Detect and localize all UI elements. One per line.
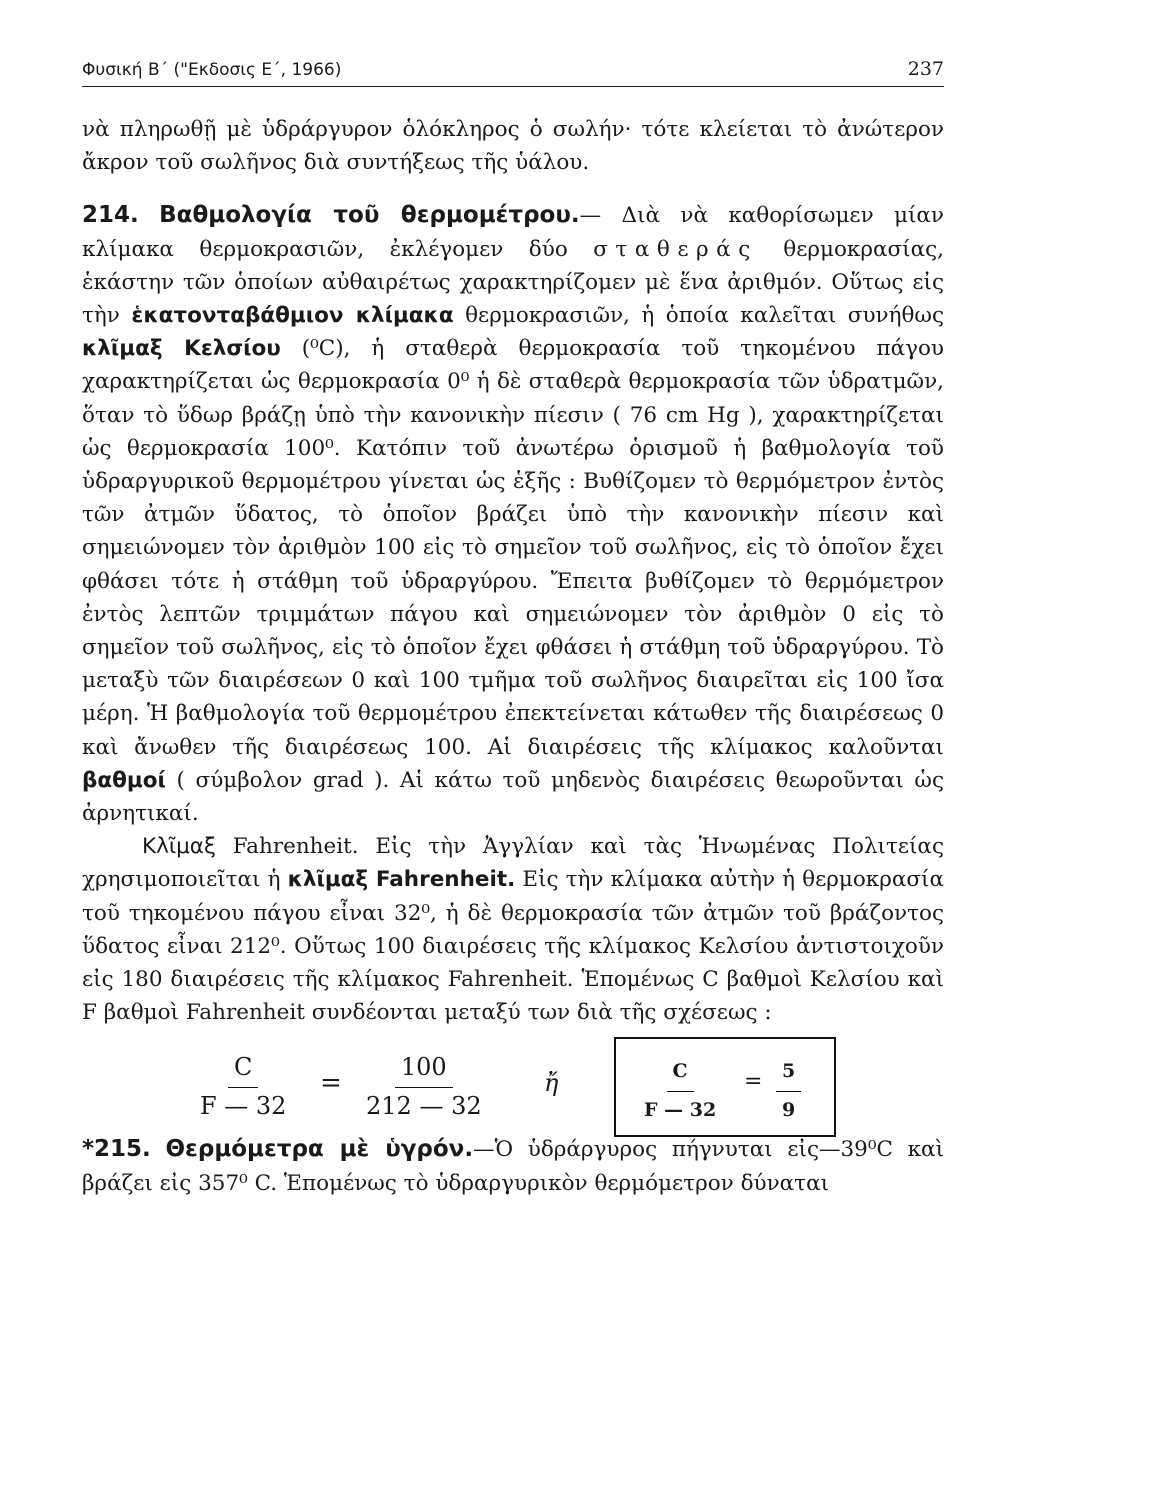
fahrenheit-paragraph: Κλῖμαξ Fahrenheit. Εἰς τὴν Ἀγγλίαν καὶ τὰς Ἡνωμένας Πολιτείας χρησιμοποιεῖται ἡ κλῖμαξ Fahrenheit. Εἰς τὴν κλίμακα αὐτὴν ἡ θερμοκρασία τοῦ τηκομένου πάγου εἶναι 32⁰, ἡ δὲ θερμοκρασία τῶν ἀτμῶν τοῦ βράζοντος ὕδατος εἶναι 212⁰. Οὕτως 100 διαιρέσεις τῆς κλίμακος Κελσίου ἀντιστοιχοῦν εἰς 180 διαιρέσεις τῆς κλίμακος Fahrenheit. Ἑπομένως C βαθμοὶ Κελσίου καὶ F βαθμοὶ Fahrenheit συνδέονται μεταξύ των διὰ τῆς σχέσεως : — [82, 834, 944, 1026]
section-214-title: Βαθμολογία τοῦ θερμομέτρου. — [159, 202, 580, 229]
section-215-number: *215. — [82, 1136, 151, 1163]
section-215-title: Θερμόμετρα μὲ ὑγρόν. — [165, 1136, 474, 1163]
body-text — [82, 113, 944, 1200]
spaced-word: σταθεράς — [593, 236, 758, 262]
intro-paragraph: νὰ πληρωθῇ μὲ ὑδράργυρον ὁλόκληρος ὁ σωλήν· τότε κλείεται τὸ ἀνώτερον ἄκρον τοῦ σωλῆνος διὰ συντήξεως τῆς ὑάλου. — [82, 117, 944, 176]
page-number: 237 — [907, 58, 944, 80]
fraction-100-over-180: $\frac{100}{212 — 32}$ — [366, 1053, 482, 1120]
conversion-formula — [82, 1051, 944, 1133]
fahrenheit-term: κλῖμαξ Fahrenheit. — [287, 867, 516, 893]
or-word: ἤ — [544, 1069, 559, 1098]
page-header — [82, 58, 944, 87]
section-214-number: 214. — [82, 202, 139, 229]
running-title: Φυσική Β΄ ("Εκδοσις Ε΄, 1966) — [82, 60, 342, 80]
fahrenheit-lead: Κλῖμαξ — [142, 834, 216, 860]
fraction-c-over-f: $\frac{C}{F — 32}$ — [200, 1053, 287, 1120]
document-page — [82, 58, 944, 1200]
equals-sign: = — [320, 1068, 342, 1099]
degrees-term: βαθμοί — [82, 767, 166, 793]
boxed-formula — [614, 1037, 836, 1137]
section-214-paragraph: 214. Βαθμολογία τοῦ θερμομέτρου.— Διὰ νὰ καθορίσωμεν μίαν κλίμακα θερμοκρασιῶν, ἐκλέγομεν δύο σταθεράς θερμοκρασίας, ἑκάστην τῶν ὁποίων αὐθαιρέτως χαρακτηρίζομεν μὲ ἕνα ἀριθμόν. Οὕτως εἰς τὴν ἑκατονταβάθμιον κλίμακα θερμοκρασιῶν, ἡ ὁποία καλεῖται συνήθως κλῖμαξ Κελσίου (⁰C), ἡ σταθερὰ θερμοκρασία τοῦ τηκομένου πάγου χαρακτηρίζεται ὡς θερμοκρασία 0⁰ ἡ δὲ σταθερὰ θερμοκρασία τῶν ὑδρατμῶν, ὅταν τὸ ὕδωρ βράζῃ ὑπὸ τὴν κανονικὴν πίεσιν ( 76 cm Hg ), χαρακτηρίζεται ὡς θερμοκρασία 100⁰. Κατόπιν τοῦ ἀνωτέρω ὁρισμοῦ ἡ βαθμολογία τοῦ ὑδραργυρικοῦ θερμομέτρου γίνεται ὡς ἑξῆς : Βυθίζομεν τὸ θερμόμετρον ἐντὸς τῶν ἀτμῶν ὕδατος, τὸ ὁποῖον βράζει ὑπὸ τὴν κανονικὴν πίεσιν καὶ σημειώνομεν τὸν ἀριθμὸν 100 εἰς τὸ σημεῖον τοῦ σωλῆνος, εἰς τὸ ὁποῖον ἔχει φθάσει τότε ἡ στάθμη τοῦ ὑδραργύρου. Ἔπειτα βυθίζομεν τὸ θερμόμετρον ἐντὸς λεπτῶν τριμμάτων πάγου καὶ σημειώνομεν τὸν ἀριθμὸν 0 εἰς τὸ σημεῖον τοῦ σωλῆνος, εἰς τὸ ὁποῖον ἔχει φθάσει ἡ στάθμη τοῦ ὑδραργύρου. Τὸ μεταξὺ τῶν διαιρέσεων 0 καὶ 100 τμῆμα τοῦ σωλῆνος διαιρεῖται εἰς 100 ἴσα μέρη. Ἡ βαθμολογία τοῦ θερμομέτρου ἐπεκτείνεται κάτωθεν τῆς διαιρέσεως 0 καὶ ἄνωθεν τῆς διαιρέσεως 100. Αἱ διαιρέσεις τῆς κλίμακος καλοῦνται βαθμοί ( σύμβολον grad ). Αἱ κάτω τοῦ μηδενὸς διαιρέσεις θεωροῦνται ὡς ἀρνητικαί. — [82, 202, 945, 827]
celsius-scale-term: ἑκατονταβάθμιον κλίμακα — [131, 303, 454, 329]
section-215-paragraph: *215. Θερμόμετρα μὲ ὑγρόν.—Ὁ ὑδράργυρος πήγνυται εἰς—39⁰C καὶ βράζει εἰς 357⁰ C. Ἑπομένως τὸ ὑδραργυρικὸν θερμόμετρον δύναται — [82, 1136, 944, 1196]
boxed-fraction-c-over-f: $\frac{C}{F — 32}$ — [644, 1055, 716, 1126]
boxed-equals-sign: = — [744, 1069, 763, 1095]
celsius-term: κλῖμαξ Κελσίου — [82, 336, 281, 362]
boxed-fraction-5-over-9: $\frac{5}{9}$ — [776, 1055, 801, 1126]
